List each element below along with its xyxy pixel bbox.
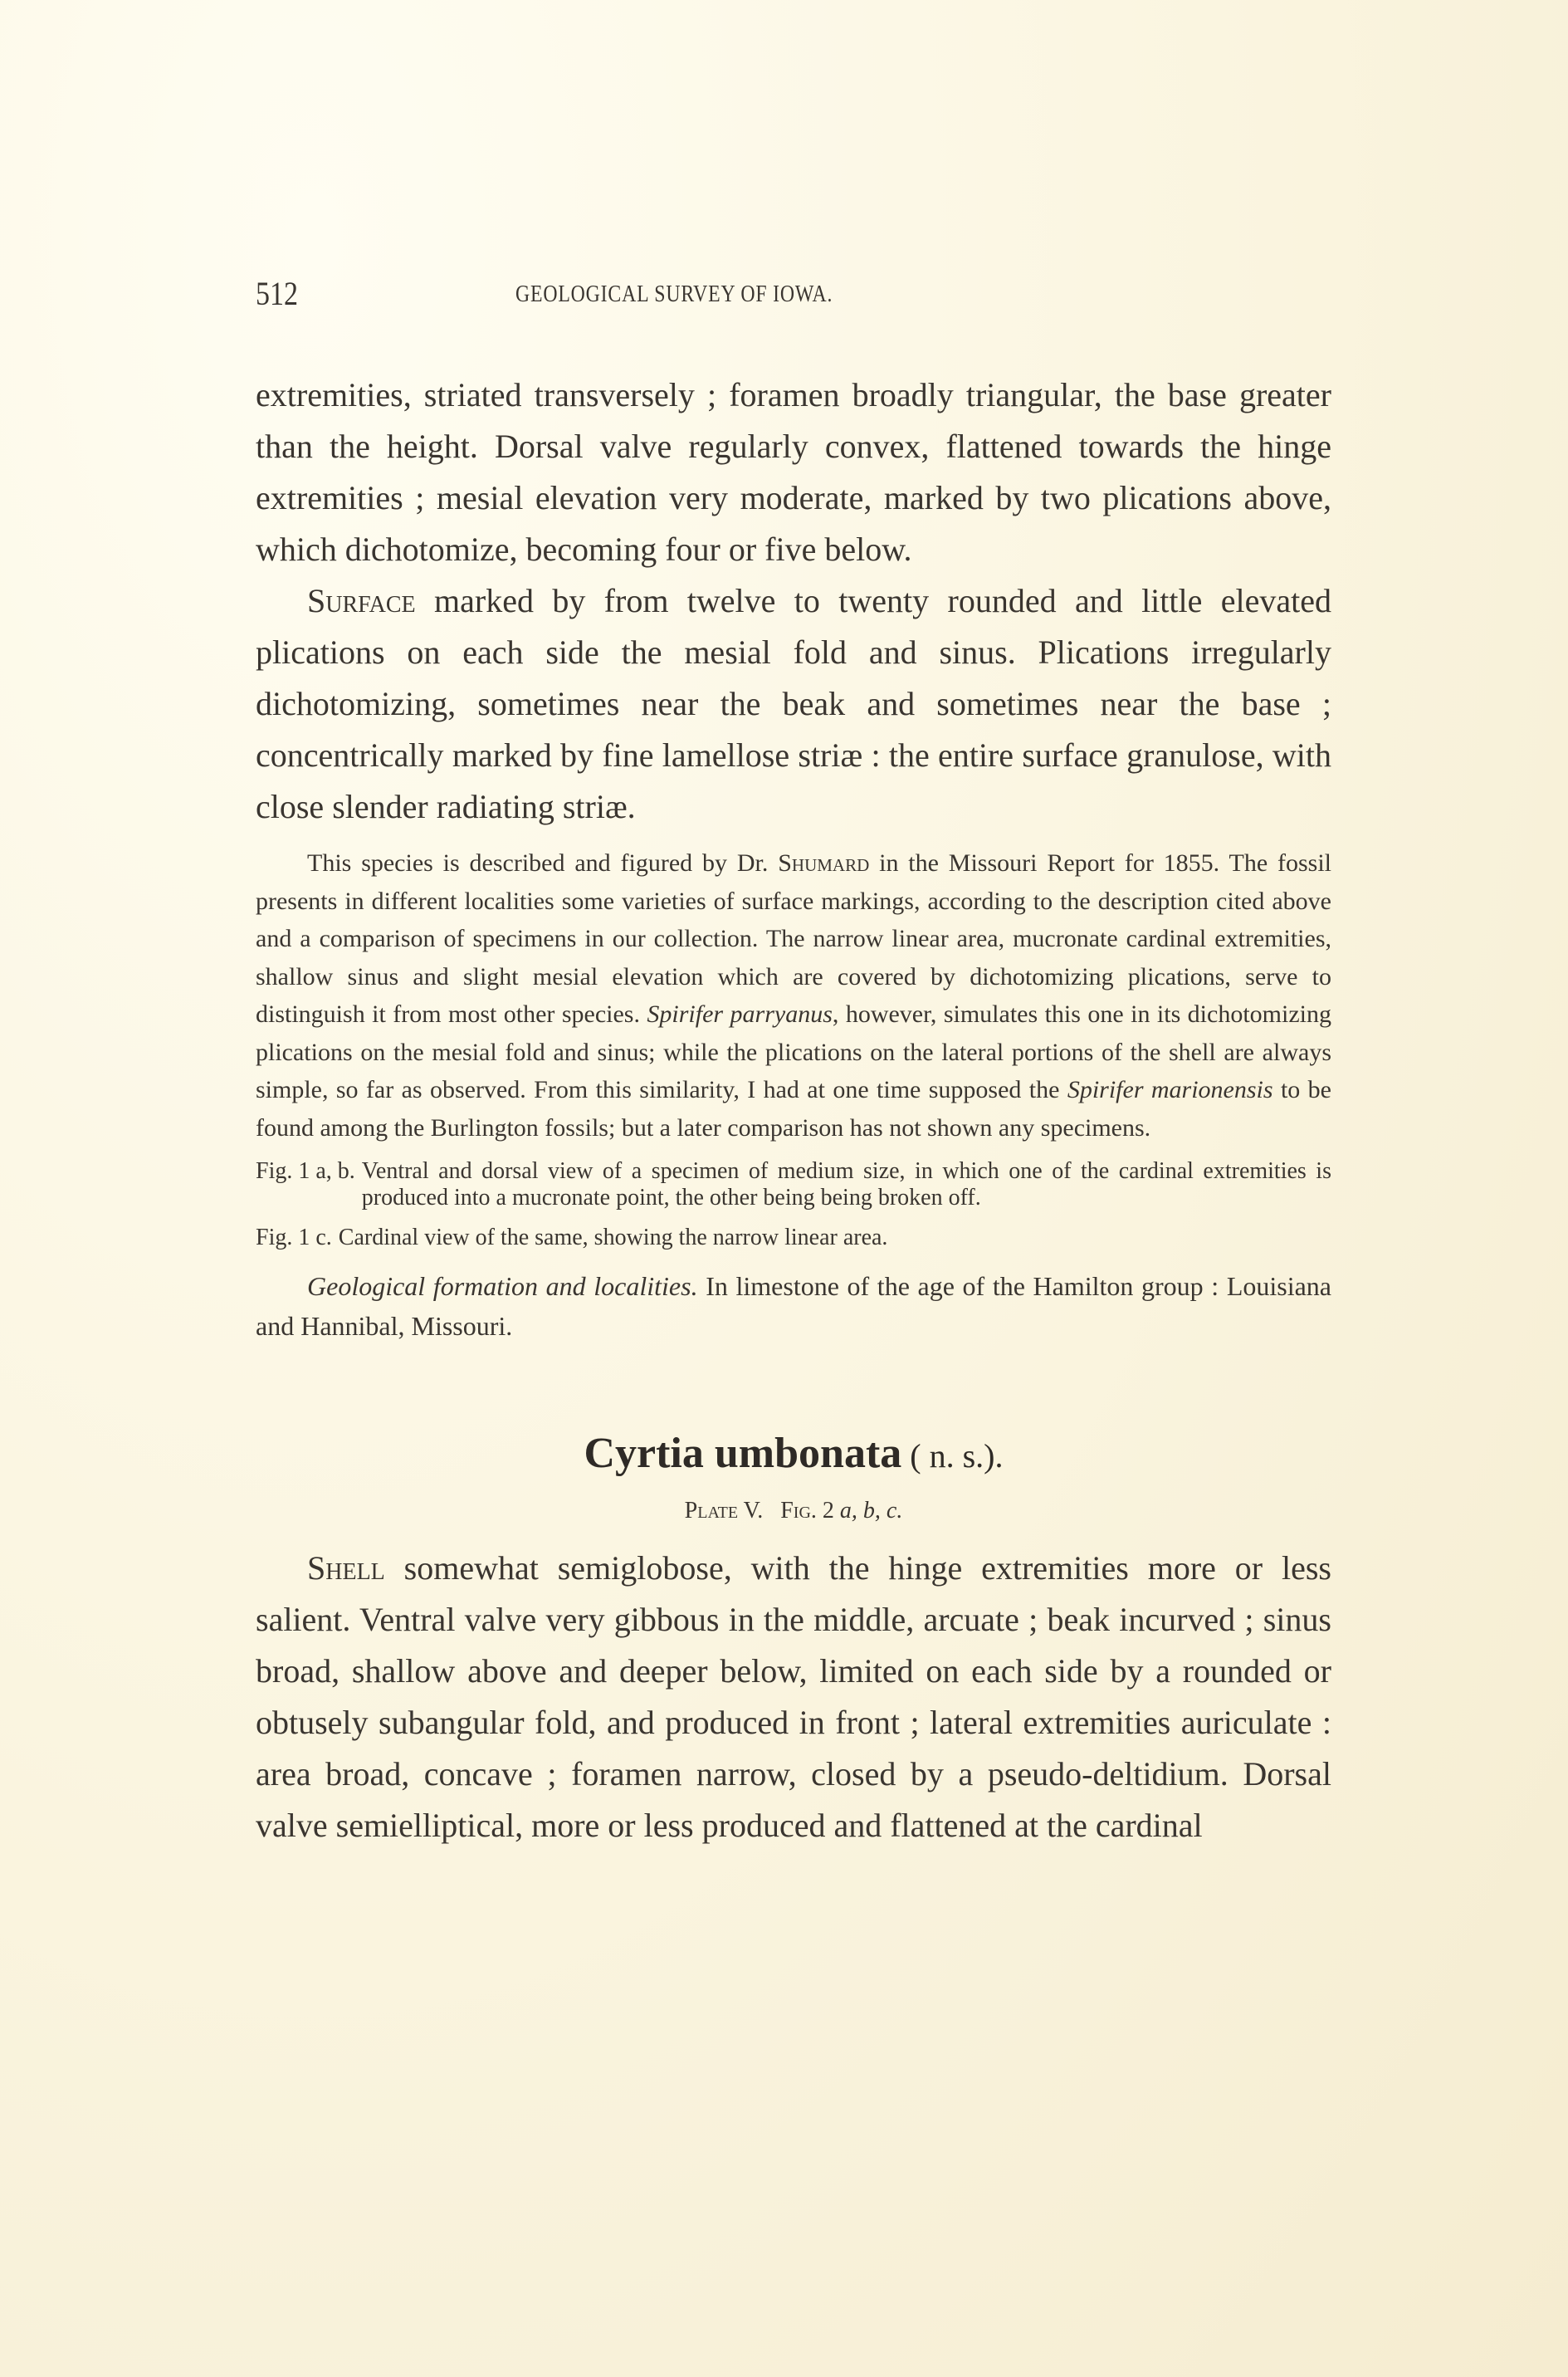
continuation-paragraph: extremities, striated transversely ; foramen broadly triangular, the base greater than the height. Dorsal valve regularly convex, flattened towards the hinge extremities ; mesial elevation very moderate, marked by two plications above, which dichotomize, becoming four or five below. xyxy=(256,376,1331,568)
species-name-italic: Spirifer parryanus xyxy=(647,1000,833,1028)
figure-caption xyxy=(256,1225,1331,1251)
plate-reference xyxy=(256,1498,1331,1524)
commentary-text: , however, simulates this one in its dichotomizing plications on the mesial fold and sinus; while the plications on the lateral portions of the shell are always simple, so far as observed. From this similarity, I had at one time supposed the xyxy=(256,1000,1331,1103)
commentary-text: to be found among the Burlington fossils; but a later comparison has not shown any specimens. xyxy=(256,1076,1331,1142)
commentary-text: in the Missouri Report for 1855. The fossil presents in different localities some varieties of surface markings, according to the description cited above and a comparison of specimens in our collection. The narrow linear area, mucronate cardinal extremities, shallow sinus and slight mesial elevation which are covered by dichotomizing plications, serve to distinguish it from most other species. xyxy=(256,849,1331,1028)
author-name: Shumard xyxy=(778,849,870,877)
plate-label: Plate V. xyxy=(684,1498,764,1524)
locality-text: In limestone of the age of the Hamilton group : Louisiana and Hannibal, Missouri. xyxy=(256,1271,1332,1341)
species-heading xyxy=(256,1429,1331,1478)
species-status: ( n. s.). xyxy=(901,1437,1004,1475)
surface-text: marked by from twelve to twenty rounded and little elevated plications on each side the mesial fold and sinus. Plications irregularly dichotomizing, sometimes near the beak and sometimes near the base ; concentrically marked by fine lamellose striæ : the entire surface granulose, with close slender radiating striæ. xyxy=(256,582,1331,825)
species-name: Cyrtia umbonata xyxy=(584,1430,902,1477)
figure-ref-label: Fig. 2 xyxy=(780,1498,834,1524)
shell-lead: Shell xyxy=(307,1549,385,1587)
page-number: 512 xyxy=(256,275,298,312)
running-title: GEOLOGICAL SURVEY OF IOWA. xyxy=(515,281,833,307)
figure-caption xyxy=(256,1158,1331,1211)
figure-label: Fig. 1 c. xyxy=(256,1225,332,1250)
shell-paragraph xyxy=(256,1543,1331,1851)
surface-lead: Surface xyxy=(307,582,416,619)
species-name-italic: Spirifer marionensis xyxy=(1067,1076,1273,1103)
shell-text: somewhat semiglobose, with the hinge extremities more or less salient. Ventral valve very gibbous in the middle, arcuate ; beak incurved ; sinus broad, shallow above and deeper below, limited on each side by a rounded or obtusely subangular fold, and produced in front ; lateral extremities auriculate : area broad, concave ; foramen narrow, closed by a pseudo-deltidium. Dorsal valve semielliptical, more or less produced and flattened at the cardinal xyxy=(256,1549,1331,1844)
surface-paragraph xyxy=(256,575,1331,833)
locality-label: Geological formation and localities. xyxy=(307,1271,698,1301)
figure-description: Ventral and dorsal view of a specimen of medium size, in which one of the cardinal extremities is produced into a mucronate point, the other being being broken off. xyxy=(361,1158,1331,1211)
locality-paragraph xyxy=(256,1266,1331,1346)
figure-description: Cardinal view of the same, showing the narrow linear area. xyxy=(338,1225,888,1250)
commentary-paragraph xyxy=(256,844,1331,1147)
figure-parts: a, b, c. xyxy=(839,1498,903,1524)
figure-label: Fig. 1 a, b. xyxy=(256,1158,355,1184)
commentary-text: This species is described and figured by Dr. xyxy=(307,849,779,877)
book-page xyxy=(256,266,1331,1851)
running-head xyxy=(256,266,1331,324)
